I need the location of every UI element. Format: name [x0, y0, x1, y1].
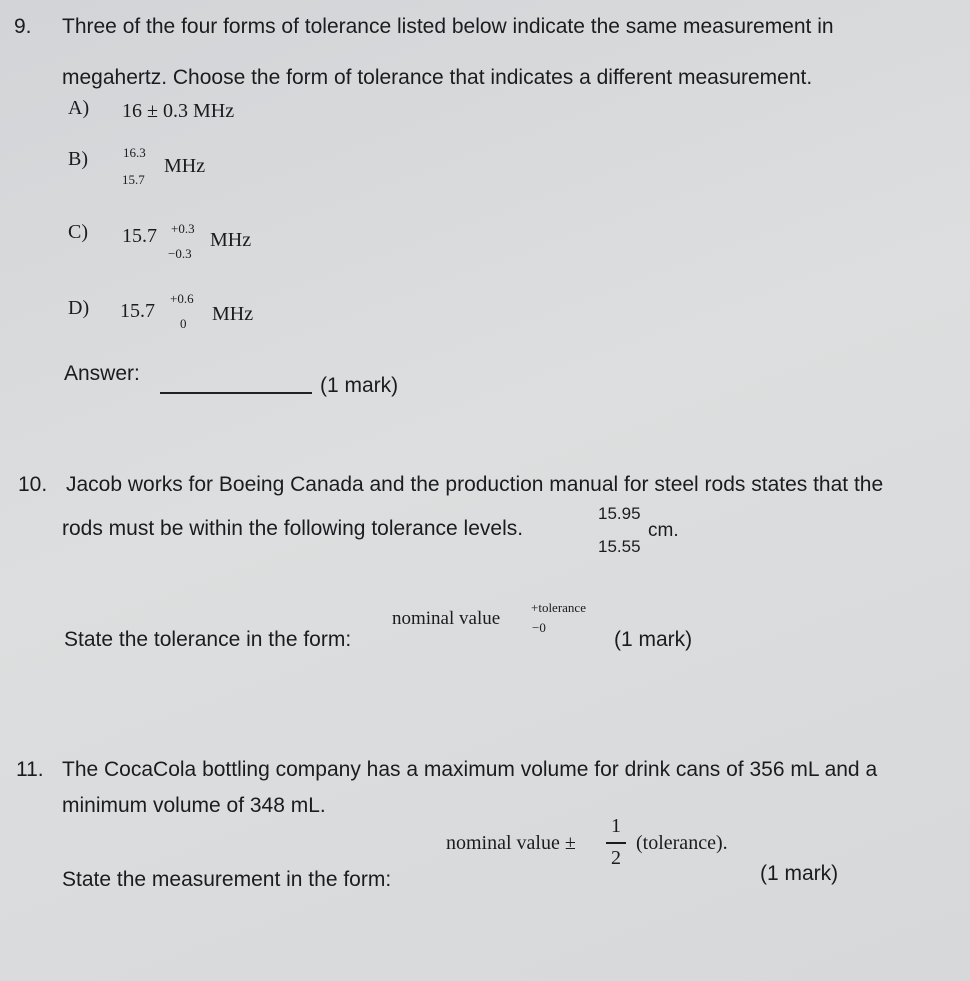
q11-form-tail: (tolerance).: [636, 832, 728, 854]
q9-marks: (1 mark): [320, 374, 399, 397]
q10-text-line2: rods must be within the following tolerance levels.: [62, 517, 524, 540]
q10-number: 10.: [18, 473, 48, 496]
q11-marks: (1 mark): [760, 862, 839, 885]
q9-option-c-letter: C): [68, 221, 88, 243]
q11-number: 11.: [16, 758, 44, 781]
q11-fraction-numerator: 1: [611, 815, 621, 837]
q9-option-d-upper: +0.6: [170, 291, 194, 306]
q10-lower-limit: 15.55: [598, 537, 641, 556]
q11-text-line1: The CocaCola bottling company has a maximum volume for drink cans of 356 mL and a: [62, 758, 878, 781]
q9-answer-label: Answer:: [64, 362, 140, 385]
q9-option-d-unit: MHz: [212, 303, 254, 325]
q9-option-d-nominal: 15.7: [120, 300, 155, 322]
q11-form-nominal: nominal value ±: [446, 832, 576, 854]
q9-option-b-lower: 15.7: [122, 172, 145, 187]
q9-option-b-unit: MHz: [164, 155, 206, 177]
q10-upper-limit: 15.95: [598, 504, 641, 523]
q9-option-c-nominal: 15.7: [122, 225, 157, 247]
q9-option-c-upper: +0.3: [171, 221, 195, 236]
q10-form-lower: −0: [532, 620, 546, 635]
q9-answer-blank[interactable]: [160, 392, 312, 394]
q11-fraction-bar: [606, 842, 626, 844]
q10-form-nominal: nominal value: [392, 608, 501, 629]
q9-option-b-upper: 16.3: [123, 145, 146, 160]
q9-text-line2: megahertz. Choose the form of tolerance that indicates a different measurement.: [62, 66, 813, 89]
q9-option-a-letter: A): [68, 97, 90, 119]
q10-form-upper: +tolerance: [531, 600, 586, 615]
q11-fraction-denominator: 2: [611, 847, 621, 869]
q11-text-line2: minimum volume of 348 mL.: [62, 794, 326, 817]
q9-option-d-letter: D): [68, 297, 90, 319]
q9-text-line1: Three of the four forms of tolerance listed below indicate the same measurement in: [62, 15, 834, 38]
q10-text-line1: Jacob works for Boeing Canada and the production manual for steel rods states that the: [66, 473, 884, 496]
q9-option-a-value: 16 ± 0.3 MHz: [122, 100, 235, 122]
q9-number: 9.: [14, 15, 32, 38]
q9-option-c-unit: MHz: [210, 229, 252, 251]
q10-unit: cm.: [648, 520, 679, 541]
q9-option-b-letter: B): [68, 148, 88, 170]
q9-option-c-lower: −0.3: [168, 246, 192, 261]
q10-marks: (1 mark): [614, 628, 693, 651]
q11-state-text: State the measurement in the form:: [62, 868, 392, 891]
q9-option-d-lower: 0: [180, 316, 187, 331]
q10-state-text: State the tolerance in the form:: [64, 628, 352, 651]
